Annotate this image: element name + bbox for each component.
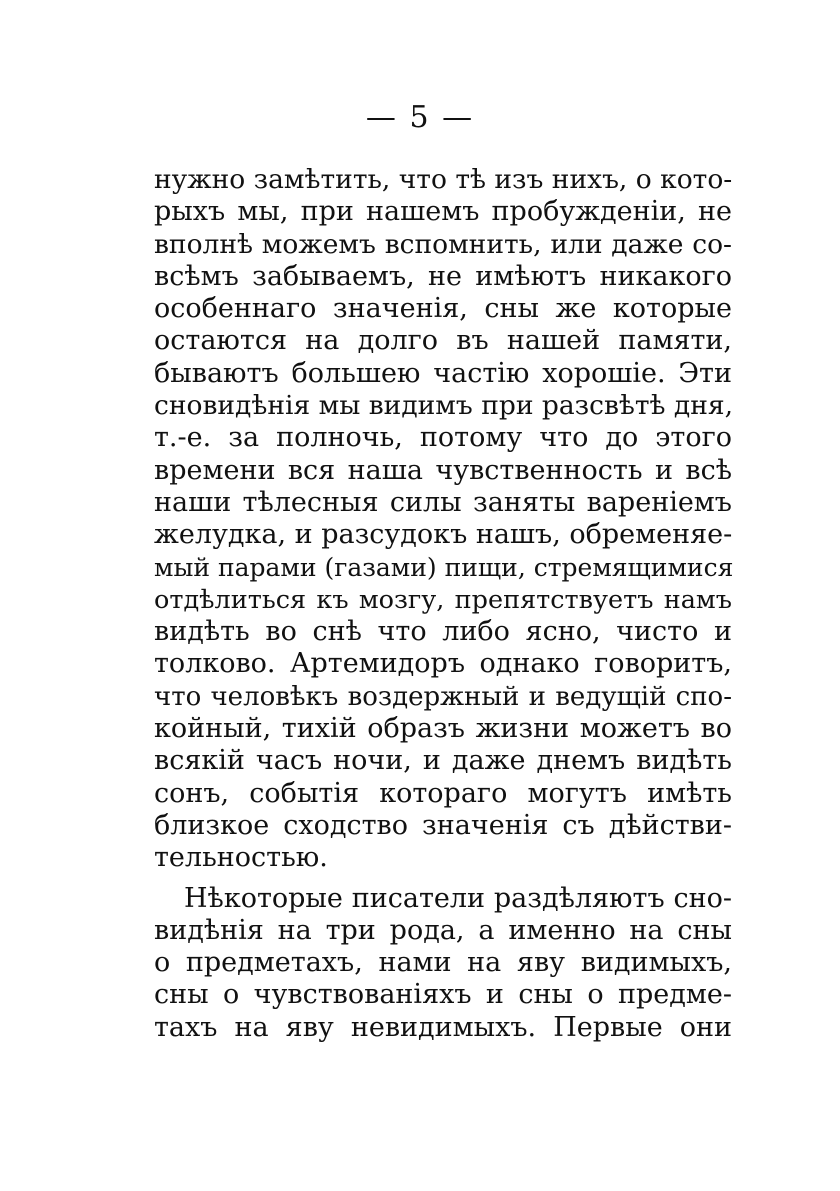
paragraph-spacer bbox=[154, 875, 732, 883]
text-line: тахъ на яву невидимыхъ. Первые они bbox=[154, 1011, 732, 1043]
page-number: — 5 — bbox=[365, 100, 475, 135]
text-line: видѣть во снѣ что либо ясно, чисто и bbox=[154, 616, 732, 648]
text-line: остаются на долго въ нашей памяти, bbox=[154, 325, 732, 357]
body-text bbox=[154, 164, 732, 1044]
paragraph-2 bbox=[154, 883, 732, 1044]
text-line: сны о чувствованіяхъ и сны о предме- bbox=[154, 979, 732, 1011]
text-line: мый парами (газами) пищи, стремящимися bbox=[154, 552, 734, 582]
text-line: т.-е. за полночь, потому что до этого bbox=[154, 422, 732, 454]
text-line: видѣнія на три рода, а именно на сны bbox=[154, 914, 732, 946]
text-line: наши тѣлесныя силы заняты вареніемъ bbox=[154, 486, 732, 518]
text-line: сновидѣнія мы видимъ при разсвѣтѣ дня, bbox=[154, 390, 734, 422]
text-line: всякій часъ ночи, и даже днемъ видѣть bbox=[154, 745, 732, 777]
text-line: всѣмъ забываемъ, не имѣютъ никакого bbox=[154, 260, 732, 292]
text-line: желудка, и разсудокъ нашъ, обременяе- bbox=[154, 519, 733, 551]
text-line: что человѣкъ воздержный и ведущій спо- bbox=[154, 681, 732, 712]
text-line: нужно замѣтить, что тѣ изъ нихъ, о кото- bbox=[154, 164, 733, 195]
text-line: о предметахъ, нами на яву видимыхъ, bbox=[154, 947, 732, 979]
text-line: близкое сходство значенія съ дѣйстви- bbox=[154, 809, 732, 841]
text-line: сонъ, событія котораго могутъ имѣть bbox=[154, 777, 732, 809]
text-line: койный, тихій образъ жизни можетъ во bbox=[154, 713, 732, 745]
text-line: тельностью. bbox=[154, 842, 328, 874]
text-line: отдѣлиться къ мозгу, препятствуетъ намъ bbox=[154, 584, 732, 615]
paragraph-1 bbox=[154, 164, 732, 875]
text-line: толково. Артемидоръ однако говоритъ, bbox=[154, 648, 732, 680]
text-line: особеннаго значенія, сны же которые bbox=[154, 293, 732, 325]
text-line: бываютъ большею частію хорошіе. Эти bbox=[154, 357, 732, 389]
text-line: вполнѣ можемъ вспомнить, или даже со- bbox=[154, 228, 732, 260]
text-line: времени вся наша чувственность и всѣ bbox=[154, 454, 732, 486]
text-line: Нѣкоторые писатели раздѣляютъ сно- bbox=[184, 882, 732, 914]
text-line: рыхъ мы, при нашемъ пробужденіи, не bbox=[154, 196, 732, 228]
